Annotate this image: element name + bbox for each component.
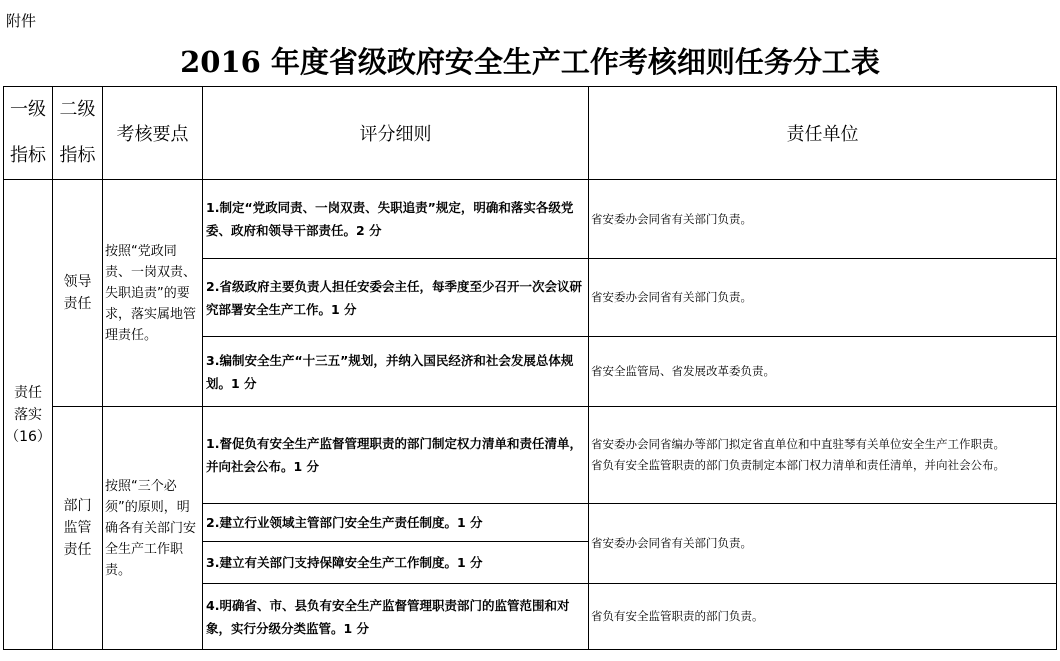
header-level2	[53, 87, 103, 180]
header-rules: 评分细则	[203, 87, 589, 180]
rule-cell: 1.督促负有安全生产监督管理职责的部门制定权力清单和责任清单，并向社会公布。1 分	[203, 407, 589, 504]
level2-department-line3: 责任	[63, 542, 92, 558]
unit-text-a: 省安委办会同省编办等部门拟定省直单位和中直驻琴有关单位安全生产工作职责。	[591, 437, 1005, 451]
points-cell-leadership: 按照“党政同责、一岗双责、失职追责”的要求，落实属地管理责任。	[103, 180, 203, 407]
level2-leadership-line2: 责任	[63, 296, 92, 312]
rule-cell: 2.建立行业领域主管部门安全生产责任制度。1 分	[203, 504, 589, 542]
header-level1-line1: 一级	[10, 99, 46, 120]
header-row	[4, 87, 1057, 180]
header-level2-line1: 二级	[59, 99, 96, 120]
unit-cell: 省安全监管局、省发展改革委负责。	[589, 337, 1057, 407]
attachment-label: 附件	[6, 12, 37, 30]
level2-cell-department	[53, 407, 103, 650]
level1-score: （16）	[5, 428, 51, 445]
level2-leadership-line1: 领导	[63, 274, 92, 290]
header-unit: 责任单位	[589, 87, 1057, 180]
unit-cell: 省安委办会同省有关部门负责。	[589, 180, 1057, 259]
level1-name-line1: 责任	[14, 384, 42, 401]
unit-cell	[589, 407, 1057, 504]
rule-cell: 3.编制安全生产“十三五”规划，并纳入国民经济和社会发展总体规划。1 分	[203, 337, 589, 407]
header-level2-line2: 指标	[59, 145, 96, 166]
rule-cell: 2.省级政府主要负责人担任安委会主任，每季度至少召开一次会议研究部署安全生产工作。1 分	[203, 259, 589, 337]
level1-cell	[4, 180, 53, 650]
header-level1-line2: 指标	[10, 145, 46, 166]
table-row	[4, 180, 1057, 259]
unit-cell: 省安委办会同省有关部门负责。	[589, 259, 1057, 337]
unit-cell: 省负有安全监管职责的部门负责。	[589, 584, 1057, 650]
header-level1	[4, 87, 53, 180]
level2-department-line1: 部门	[63, 498, 92, 514]
unit-text-b: 省负有安全监管职责的部门负责制定本部门权力清单和责任清单，并向社会公布。	[591, 458, 1005, 472]
rule-cell: 4.明确省、市、县负有安全生产监督管理职责部门的监管范围和对象，实行分级分类监管。1 分	[203, 584, 589, 650]
rule-cell: 1.制定“党政同责、一岗双责、失职追责”规定，明确和落实各级党委、政府和领导干部责任。2 分	[203, 180, 589, 259]
level1-name-line2: 落实	[14, 406, 42, 423]
level2-department-line2: 监管	[63, 520, 92, 536]
table-row	[4, 407, 1057, 504]
header-points: 考核要点	[103, 87, 203, 180]
level2-cell-leadership	[53, 180, 103, 407]
points-cell-department: 按照“三个必须”的原则，明确各有关部门安全生产工作职责。	[103, 407, 203, 650]
rule-cell: 3.建立有关部门支持保障安全生产工作制度。1 分	[203, 542, 589, 584]
task-division-table	[3, 86, 1057, 650]
page-title: 2016 年度省级政府安全生产工作考核细则任务分工表	[180, 45, 880, 79]
unit-cell-merged: 省安委办会同省有关部门负责。	[589, 504, 1057, 584]
